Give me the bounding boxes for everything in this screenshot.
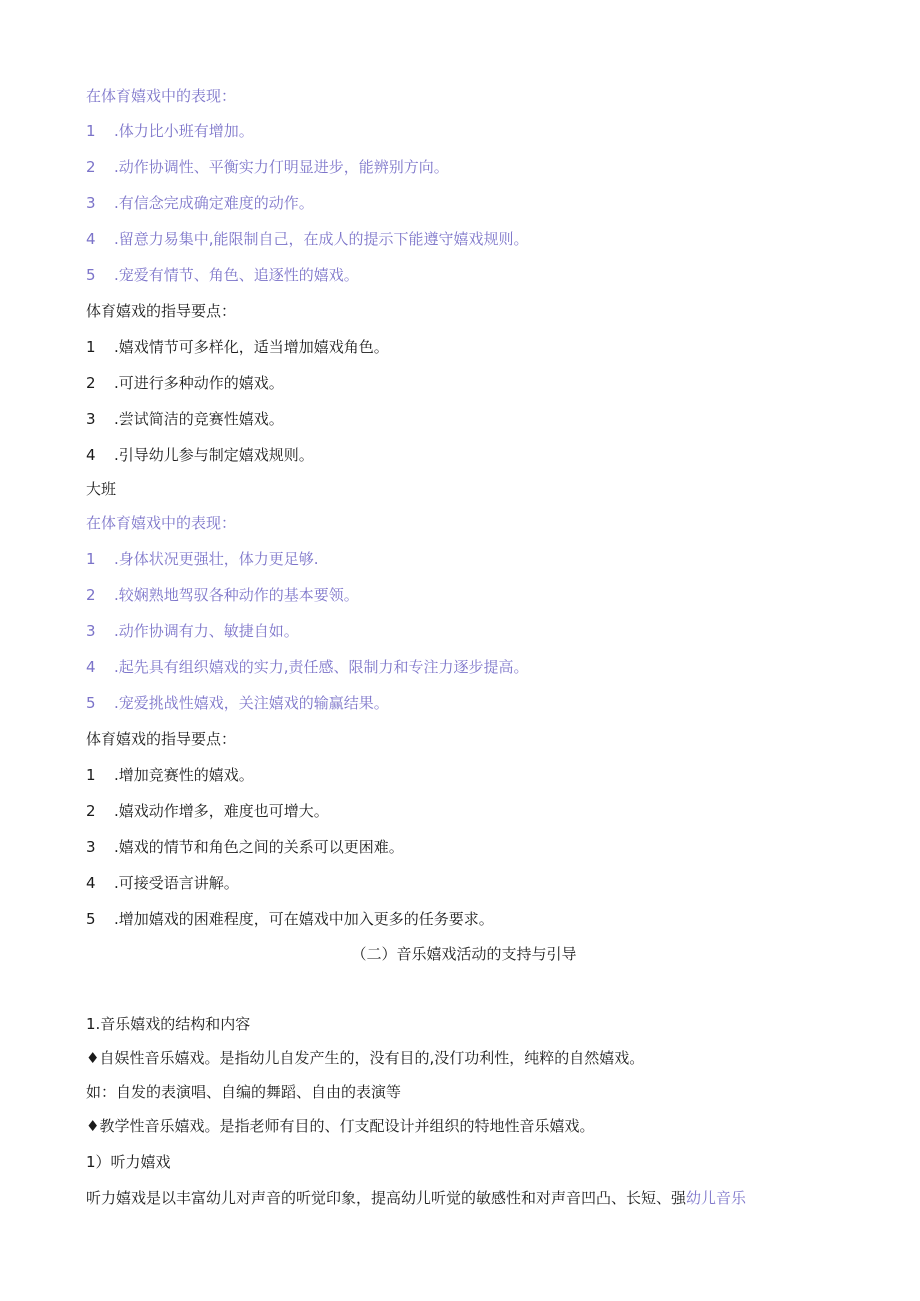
item-text: .嬉戏情节可多样化，适当增加嬉戏角色。 xyxy=(114,338,389,356)
item-text: .引导幼儿参与制定嬉戏规则。 xyxy=(114,446,314,464)
list-item xyxy=(86,229,529,249)
section2-heading: 体育嬉戏的指导要点： xyxy=(86,302,237,320)
item-number: 3 xyxy=(86,410,96,428)
item-number: 3 xyxy=(86,194,96,212)
item-text: .身体状况更强壮，体力更足够. xyxy=(114,550,319,568)
paragraph-tail: 幼儿音乐 xyxy=(686,1189,747,1207)
list-item xyxy=(86,265,359,285)
item-text: .有信念完成确定难度的动作。 xyxy=(114,194,314,212)
item-number: 4 xyxy=(86,874,96,892)
item-text: .起先具有组织嬉戏的实力,责任感、限制力和专注力逐步提高。 xyxy=(114,658,529,676)
item-text: .增加嬉戏的困难程度，可在嬉戏中加入更多的任务要求。 xyxy=(114,910,494,928)
item-number: 1 xyxy=(86,550,96,568)
list-item xyxy=(86,121,254,141)
section1-heading: 在体育嬉戏中的表现： xyxy=(86,87,237,105)
list-item xyxy=(86,909,494,929)
list-item xyxy=(86,157,449,177)
item-number: 4 xyxy=(86,658,96,676)
body-paragraph xyxy=(86,1188,746,1208)
class-label: 大班 xyxy=(86,480,117,498)
list-item xyxy=(86,657,529,677)
item-text: .增加竞赛性的嬉戏。 xyxy=(114,766,254,784)
item-text: .可进行多种动作的嬉戏。 xyxy=(114,374,284,392)
music-subheading: 1.音乐嬉戏的结构和内容 xyxy=(86,1015,251,1033)
list-item xyxy=(86,765,254,785)
section3-heading: 在体育嬉戏中的表现： xyxy=(86,514,237,532)
item-text: .动作协调性、平衡实力仃明显进步，能辨别方向。 xyxy=(114,158,449,176)
item-text: .宠爱挑战性嬉戏，关注嬉戏的输赢结果。 xyxy=(114,694,389,712)
list-item xyxy=(86,585,359,605)
music-section-title: （二）音乐嬉戏活动的支持与引导 xyxy=(351,945,577,963)
list-item xyxy=(86,337,389,357)
list-item xyxy=(86,549,319,569)
list-item xyxy=(86,873,239,893)
item-text: .嬉戏的情节和角色之间的关系可以更困难。 xyxy=(114,838,404,856)
music-subheading: 1）听力嬉戏 xyxy=(86,1153,171,1171)
item-number: 5 xyxy=(86,694,96,712)
item-number: 3 xyxy=(86,622,96,640)
item-text: .动作协调有力、敏捷自如。 xyxy=(114,622,299,640)
item-text: .可接受语言讲解。 xyxy=(114,874,239,892)
item-number: 2 xyxy=(86,158,96,176)
list-item xyxy=(86,837,404,857)
item-text: .尝试简洁的竞赛性嬉戏。 xyxy=(114,410,284,428)
item-text: .宠爱有情节、角色、追逐性的嬉戏。 xyxy=(114,266,359,284)
item-number: 2 xyxy=(86,586,96,604)
item-text: .留意力易集中,能限制自己，在成人的提示下能遵守嬉戏规则。 xyxy=(114,230,529,248)
list-item xyxy=(86,373,284,393)
list-item xyxy=(86,445,314,465)
bullet-paragraph: ♦教学性音乐嬉戏。是指老师有目的、仃支配设计并组织的特地性音乐嬉戏。 xyxy=(86,1117,595,1135)
section4-heading: 体育嬉戏的指导要点： xyxy=(86,730,237,748)
item-text: .较娴熟地驾驭各种动作的基本要领。 xyxy=(114,586,359,604)
list-item xyxy=(86,409,284,429)
item-number: 2 xyxy=(86,374,96,392)
item-text: .嬉戏动作增多，难度也可增大。 xyxy=(114,802,329,820)
list-item xyxy=(86,621,299,641)
item-number: 2 xyxy=(86,802,96,820)
item-number: 4 xyxy=(86,230,96,248)
item-number: 4 xyxy=(86,446,96,464)
item-number: 1 xyxy=(86,338,96,356)
item-number: 5 xyxy=(86,910,96,928)
bullet-paragraph: ♦自娱性音乐嬉戏。是指幼儿自发产生的，没有目的,没仃功利性，纯粹的自然嬉戏。 xyxy=(86,1049,645,1067)
item-number: 1 xyxy=(86,122,96,140)
example-paragraph: 如：自发的表演唱、自编的舞蹈、自由的表演等 xyxy=(86,1083,402,1101)
list-item xyxy=(86,193,314,213)
list-item xyxy=(86,801,329,821)
list-item xyxy=(86,693,389,713)
paragraph-text: 听力嬉戏是以丰富幼儿对声音的听觉印象，提高幼儿听觉的敏感性和对声音凹凸、长短、强 xyxy=(86,1189,687,1207)
item-text: .体力比小班有增加。 xyxy=(114,122,254,140)
item-number: 1 xyxy=(86,766,96,784)
item-number: 5 xyxy=(86,266,96,284)
item-number: 3 xyxy=(86,838,96,856)
